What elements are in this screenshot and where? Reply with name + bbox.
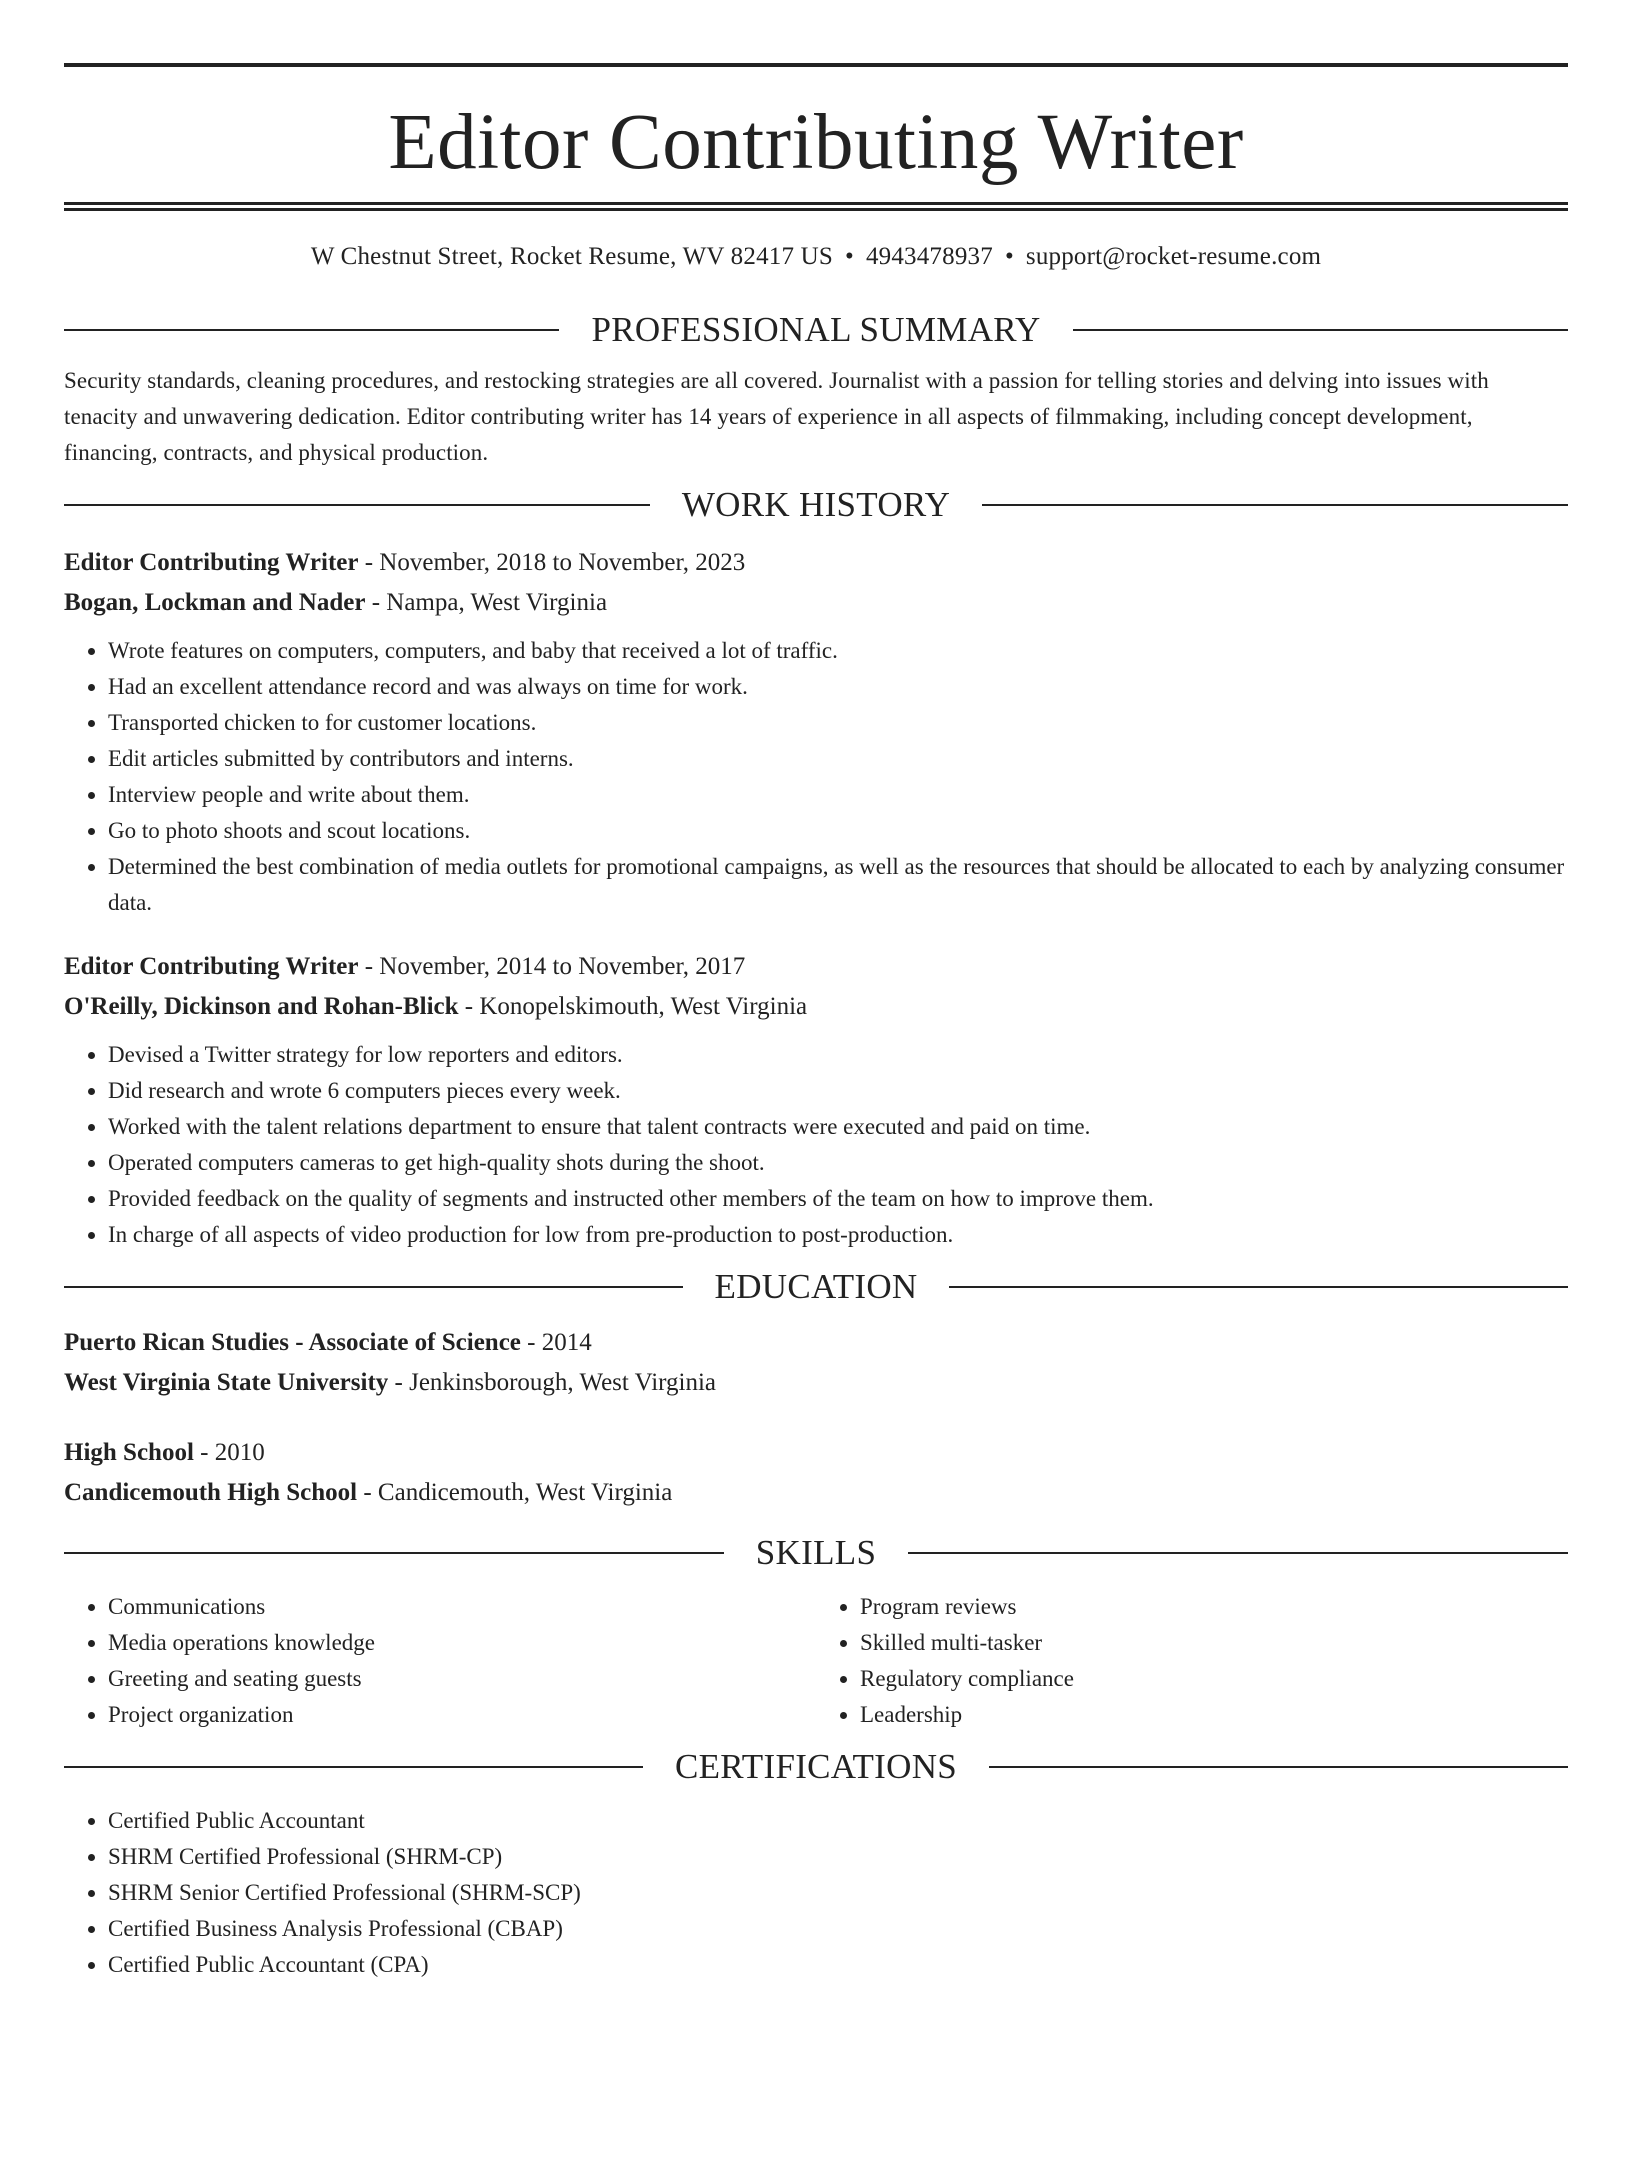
section-title: EDUCATION [714, 1267, 918, 1306]
list-item: • Certified Business Analysis Professional (CBAP) [108, 1911, 1568, 1947]
education-degree: High School [64, 1439, 194, 1466]
section-heading-education [64, 1267, 1568, 1307]
education-location: - Jenkinsborough, West Virginia [388, 1369, 717, 1396]
job-bullets [64, 633, 1568, 921]
resume-name: Editor Contributing Writer [388, 99, 1244, 186]
education-degree: Puerto Rican Studies - Associate of Science [64, 1329, 521, 1356]
heading-rule [982, 504, 1568, 506]
job-location: - Nampa, West Virginia [365, 589, 608, 616]
education-school-line [64, 1363, 1568, 1403]
education-entry [64, 1433, 1568, 1513]
heading-rule [989, 1766, 1568, 1768]
education-entry [64, 1323, 1568, 1403]
education-school: Candicemouth High School [64, 1479, 358, 1506]
double-rule [64, 202, 1568, 211]
job-company: O'Reilly, Dickinson and Rohan-Blick [64, 993, 459, 1020]
heading-rule [64, 329, 559, 331]
job-company-line [64, 583, 1568, 623]
job-title: Editor Contributing Writer [64, 549, 359, 576]
section-title: WORK HISTORY [681, 485, 951, 524]
education-school-line [64, 1473, 1568, 1513]
job-location: - Konopelskimouth, West Virginia [458, 993, 808, 1020]
list-item: • Devised a Twitter strategy for low reporters and editors. [108, 1037, 1568, 1073]
list-item: • Operated computers cameras to get high-quality shots during the shoot. [108, 1145, 1568, 1181]
list-item: • Transported chicken to for customer locations. [108, 705, 1568, 741]
contact-line [64, 242, 1568, 272]
contact-separator: • [1004, 243, 1014, 270]
list-item: • SHRM Certified Professional (SHRM-CP) [108, 1839, 1568, 1875]
section-heading-certifications [64, 1747, 1568, 1787]
heading-rule [1073, 329, 1568, 331]
contact-separator: • [844, 243, 854, 270]
heading-rule [64, 504, 650, 506]
list-item: • Certified Public Accountant [108, 1803, 1568, 1839]
job-entry [64, 543, 1568, 921]
list-item: • Regulatory compliance [860, 1661, 1568, 1697]
list-item: • Provided feedback on the quality of segments and instructed other members of the team on how to improve them. [108, 1181, 1568, 1217]
education-year: - 2014 [520, 1329, 592, 1356]
list-item: • In charge of all aspects of video production for low from pre-production to post-production. [108, 1217, 1568, 1253]
heading-rule [64, 1286, 683, 1288]
education-year: - 2010 [193, 1439, 265, 1466]
job-dates: - November, 2018 to November, 2023 [358, 549, 746, 576]
list-item: • Did research and wrote 6 computers pieces every week. [108, 1073, 1568, 1109]
heading-rule [908, 1552, 1568, 1554]
list-item: • Interview people and write about them. [108, 777, 1568, 813]
skills-list-left [64, 1589, 816, 1733]
skills-list-right [816, 1589, 1568, 1733]
list-item: • Leadership [860, 1697, 1568, 1733]
education-degree-line [64, 1323, 1568, 1363]
list-item: • Go to photo shoots and scout locations. [108, 813, 1568, 849]
heading-rule [949, 1286, 1568, 1288]
section-title: CERTIFICATIONS [674, 1747, 958, 1786]
certifications-list [64, 1803, 1568, 1983]
list-item: • Media operations knowledge [108, 1625, 816, 1661]
contact-email: support@rocket-resume.com [1025, 243, 1322, 270]
contact-address: W Chestnut Street, Rocket Resume, WV 82417 US [310, 243, 833, 270]
section-heading-work [64, 485, 1568, 525]
list-item: • Certified Public Accountant (CPA) [108, 1947, 1568, 1983]
job-company: Bogan, Lockman and Nader [64, 589, 366, 616]
list-item: • Project organization [108, 1697, 816, 1733]
top-rule [64, 63, 1568, 67]
job-title: Editor Contributing Writer [64, 953, 359, 980]
section-title: SKILLS [755, 1533, 877, 1572]
list-item: • Skilled multi-tasker [860, 1625, 1568, 1661]
job-dates: - November, 2014 to November, 2017 [358, 953, 746, 980]
list-item: • Determined the best combination of media outlets for promotional campaigns, as well as the resources that should be allocated to each by analyzing consumer data. [108, 849, 1568, 921]
list-item: • Wrote features on computers, computers, and baby that received a lot of traffic. [108, 633, 1568, 669]
heading-rule [64, 1766, 643, 1768]
list-item: • Edit articles submitted by contributors and interns. [108, 741, 1568, 777]
list-item: • SHRM Senior Certified Professional (SHRM-SCP) [108, 1875, 1568, 1911]
heading-rule [64, 1552, 724, 1554]
list-item: • Program reviews [860, 1589, 1568, 1625]
job-title-line [64, 543, 1568, 583]
education-school: West Virginia State University [64, 1369, 389, 1396]
list-item: • Had an excellent attendance record and was always on time for work. [108, 669, 1568, 705]
education-degree-line [64, 1433, 1568, 1473]
section-title: PROFESSIONAL SUMMARY [591, 310, 1041, 349]
section-heading-summary [64, 310, 1568, 350]
resume-page [0, 63, 1632, 2175]
job-title-line [64, 947, 1568, 987]
list-item: • Greeting and seating guests [108, 1661, 816, 1697]
education-location: - Candicemouth, West Virginia [357, 1479, 673, 1506]
section-heading-skills [64, 1533, 1568, 1573]
job-bullets [64, 1037, 1568, 1253]
list-item: • Communications [108, 1589, 816, 1625]
contact-phone: 4943478937 [865, 243, 993, 270]
summary-text: Security standards, cleaning procedures, and restocking strategies are all covered. Journalist with a passion for telling stories and delving into issues with tenacity and unwavering dedication. Editor contributing writer has 14 years of experience in all aspects of filmmaking, including concept development, financing, contracts, and physical production. [64, 368, 1489, 465]
job-entry [64, 947, 1568, 1253]
skills-grid [64, 1589, 1568, 1733]
list-item: • Worked with the talent relations department to ensure that talent contracts were executed and paid on time. [108, 1109, 1568, 1145]
job-company-line [64, 987, 1568, 1027]
